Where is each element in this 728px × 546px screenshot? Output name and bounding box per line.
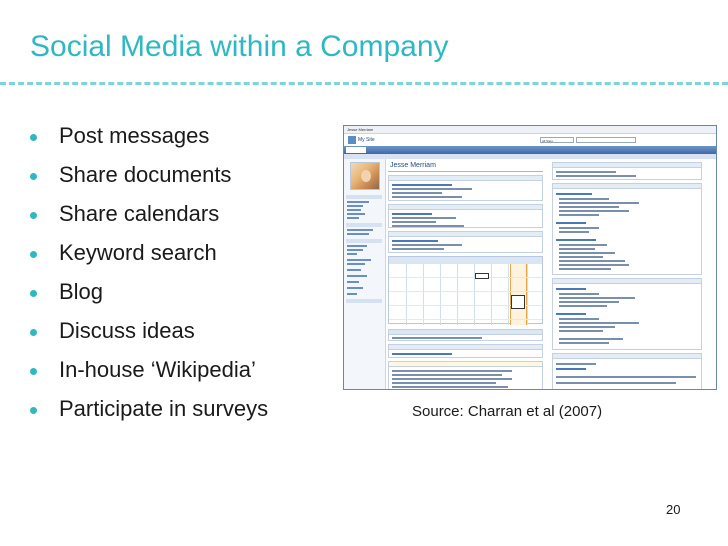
- screenshot-topbar: [344, 126, 716, 134]
- bullet-dot-icon: [30, 212, 37, 219]
- bullet-item: Keyword search: [30, 233, 268, 272]
- bullet-dot-icon: [30, 368, 37, 375]
- screenshot-panel: [388, 204, 543, 228]
- screenshot-header: [344, 134, 716, 146]
- site-logo-icon: [348, 136, 356, 144]
- screenshot-panel: [388, 231, 543, 253]
- screenshot-user-label: Jesse Merriam: [347, 127, 374, 132]
- bullet-dot-icon: [30, 290, 37, 297]
- screenshot-left-nav: [344, 159, 386, 390]
- screenshot-scope-select: All Sites: [540, 137, 574, 143]
- bullet-item: Blog: [30, 272, 268, 311]
- screenshot-panel: [388, 329, 543, 341]
- screenshot-site-name: My Site: [358, 137, 375, 143]
- bullet-item: Participate in surveys: [30, 389, 268, 428]
- slide-title: Social Media within a Company: [30, 30, 449, 63]
- source-caption: Source: Charran et al (2007): [412, 403, 603, 420]
- title-divider: [0, 82, 728, 85]
- screenshot-panel: [388, 175, 543, 201]
- page-number: 20: [666, 502, 681, 517]
- bullet-item: Share calendars: [30, 194, 268, 233]
- bullet-item: In-house ‘Wikipedia’: [30, 350, 268, 389]
- screenshot-profile-name: Jesse Merriam: [390, 162, 436, 169]
- screenshot-search-box: [576, 137, 636, 143]
- bullet-dot-icon: [30, 173, 37, 180]
- bullet-dot-icon: [30, 134, 37, 141]
- mysite-screenshot: [343, 125, 717, 390]
- screenshot-tab: [346, 147, 366, 153]
- bullet-list: [30, 116, 268, 428]
- bullet-item: Discuss ideas: [30, 311, 268, 350]
- screenshot-right-column: [552, 159, 716, 390]
- bullet-dot-icon: [30, 251, 37, 258]
- screenshot-calendar: [388, 256, 543, 324]
- bullet-item: Post messages: [30, 116, 268, 155]
- bullet-item: Share documents: [30, 155, 268, 194]
- bullet-dot-icon: [30, 329, 37, 336]
- bullet-dot-icon: [30, 407, 37, 414]
- profile-photo: [350, 162, 380, 190]
- screenshot-panel: [388, 344, 543, 358]
- screenshot-nav-bar: [344, 146, 716, 154]
- screenshot-panel: [388, 361, 543, 390]
